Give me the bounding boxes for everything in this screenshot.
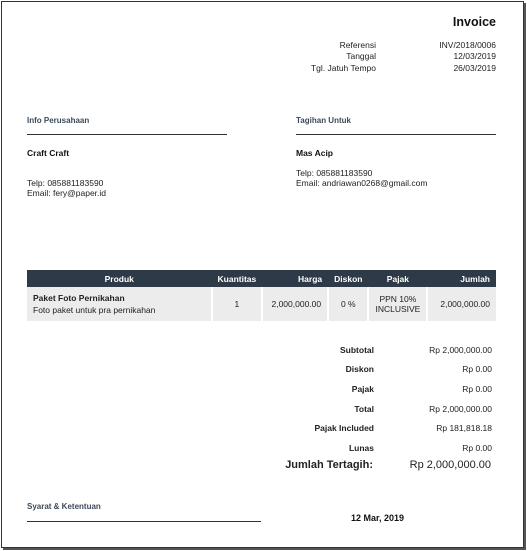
summary-block: [290, 340, 492, 458]
summary-value: Rp 0.00: [462, 383, 492, 394]
summary-discount-row: [290, 360, 492, 380]
signature-date: 12 Mar, 2019: [351, 513, 405, 523]
cell-amount: 2,000,000.00: [427, 287, 496, 321]
invoice-title: Invoice: [452, 15, 496, 29]
col-header-amount: Jumlah: [427, 270, 496, 287]
summary-value: Rp 0.00: [462, 364, 492, 375]
meta-label: Tgl. Jatuh Tempo: [310, 62, 376, 73]
summary-value: Rp 2,000,000.00: [429, 403, 492, 414]
billing-divider: [296, 134, 496, 135]
product-name: Paket Foto Pernikahan: [33, 293, 125, 303]
billing-phone: Telp: 085881183590: [296, 168, 373, 178]
cell-discount: 0 %: [328, 287, 368, 321]
meta-value: 12/03/2019: [453, 51, 496, 62]
cell-price: 2,000,000.00: [262, 287, 328, 321]
company-name: Craft Craft: [27, 148, 70, 158]
summary-label: Total: [354, 403, 374, 414]
summary-label: Pajak: [351, 383, 374, 394]
company-email: Email: fery@paper.id: [27, 188, 107, 198]
meta-value: INV/2018/0006: [439, 39, 496, 50]
cell-quantity: 1: [212, 287, 263, 321]
amount-due-label: Jumlah Tertagih:: [285, 459, 373, 471]
summary-value: Rp 181,818.18: [436, 423, 492, 434]
summary-label: Lunas: [348, 442, 374, 453]
items-table: [27, 270, 496, 321]
meta-value: 26/03/2019: [453, 62, 496, 73]
table-row: [27, 287, 496, 321]
summary-total-row: [290, 399, 492, 419]
summary-paid-row: [290, 438, 492, 458]
tax-name: PPN 10%: [379, 294, 417, 304]
summary-value: Rp 2,000,000.00: [429, 344, 492, 355]
billing-email: Email: andriawan0268@gmail.com: [296, 178, 428, 188]
billing-heading: Tagihan Untuk: [296, 116, 351, 125]
terms-divider: [27, 521, 261, 522]
col-header-price: Harga: [262, 270, 328, 287]
summary-label: Diskon: [345, 364, 374, 375]
meta-due-date-row: [300, 62, 496, 74]
col-header-product: Produk: [27, 270, 212, 287]
billing-name: Mas Acip: [296, 148, 334, 158]
summary-tax-row: [290, 379, 492, 399]
product-description: Foto paket untuk pra pernikahan: [33, 305, 156, 315]
company-phone: Telp: 085881183590: [27, 178, 104, 188]
meta-date-row: [300, 51, 496, 63]
meta-reference-row: [300, 39, 496, 51]
meta-label: Referensi: [339, 39, 376, 50]
col-header-quantity: Kuantitas: [212, 270, 263, 287]
amount-due-row: [280, 459, 491, 471]
company-divider: [27, 134, 227, 135]
tax-type: INCLUSIVE: [375, 304, 421, 314]
summary-value: Rp 0.00: [462, 442, 492, 453]
summary-label: Subtotal: [340, 344, 374, 355]
cell-product: [27, 287, 212, 321]
col-header-discount: Diskon: [328, 270, 368, 287]
cell-tax: [368, 287, 427, 321]
invoice-meta: [300, 39, 496, 74]
company-heading: Info Perusahaan: [27, 116, 90, 125]
meta-label: Tanggal: [346, 51, 376, 62]
amount-due-value: Rp 2,000,000.00: [409, 459, 491, 471]
table-header-row: [27, 270, 496, 287]
terms-heading: Syarat & Ketentuan: [27, 502, 101, 511]
summary-tax-included-row: [290, 418, 492, 438]
col-header-tax: Pajak: [368, 270, 427, 287]
summary-label: Pajak Included: [314, 423, 374, 434]
summary-subtotal-row: [290, 340, 492, 360]
